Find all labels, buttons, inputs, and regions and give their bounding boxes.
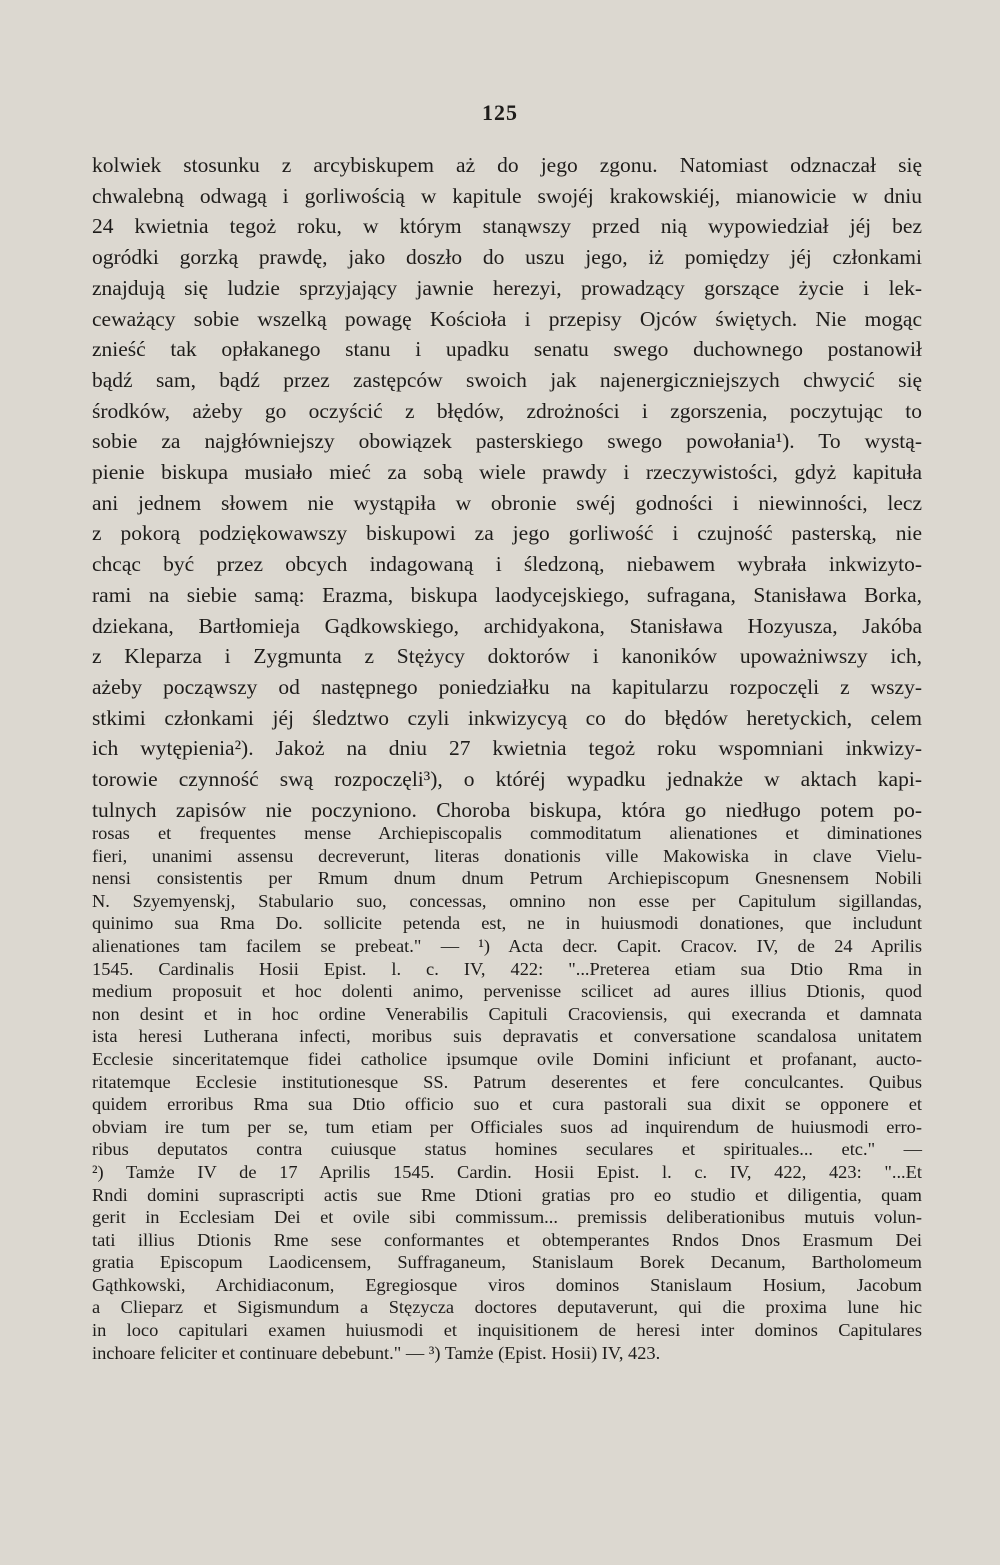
body-line: ani jednem słowem nie wystąpiła w obronie swéj godności i niewinności, lecz <box>92 490 922 515</box>
body-line: ich wytępienia²). Jakoż na dniu 27 kwietnia tegoż roku wspomniani inkwizy- <box>92 736 922 761</box>
body-line: rami na siebie samą: Erazma, biskupa laodycejskiego, sufragana, Stanisława Borka, <box>92 582 922 607</box>
body-line: pienie biskupa musiało mieć za sobą wiele prawdy i rzeczywistości, gdyż kapituła <box>92 460 922 485</box>
footnotes <box>92 822 922 1364</box>
body-line: stkimi członkami jéj śledztwo czyli inkwizycyą co do błędów heretyckich, celem <box>92 705 922 730</box>
body-line: znajdują się ludzie sprzyjający jawnie herezyi, prowadzący gorszące życie i lek- <box>92 275 922 300</box>
footnote-line: ritatemque Ecclesie institutionesque SS. Patrum deserentes et fere conculcantes. Quibus <box>92 1071 922 1092</box>
footnote-line: inchoare feliciter et continuare debebunt." — ³) Tamże (Epist. Hosii) IV, 423. <box>92 1342 661 1363</box>
body-line: ogródki gorzką prawdę, jako doszło do uszu jego, iż pomiędzy jéj członkami <box>92 245 922 270</box>
footnote-line: a Clieparz et Sigismundum a Stęzycza doctores deputaverunt, qui die proxima lune hic <box>92 1297 922 1318</box>
body-line: chcąc być przez obcych indagowaną i śledzoną, niebawem wybrała inkwizyto- <box>92 552 922 577</box>
footnote-line: in loco capitulari examen huiusmodi et inquisitionem de heresi inter dominos Capitulares <box>92 1320 922 1341</box>
body-line: sobie za najgłówniejszy obowiązek pasterskiego swego powołania¹). To wystą- <box>92 429 922 454</box>
footnote-line: nensi consistentis per Rmum dnum dnum Petrum Archiepiscopum Gnesnensem Nobili <box>92 868 922 889</box>
footnote-line: obviam ire tum per se, tum etiam per Officiales suos ad inquirendum de huiusmodi erro- <box>92 1116 922 1137</box>
footnote-line: 1545. Cardinalis Hosii Epist. l. c. IV, 422: "...Preterea etiam sua Dtio Rma in <box>92 958 922 979</box>
body-line: torowie czynność swą rozpoczęli³), o któréj wypadku jednakże w aktach kapi- <box>92 767 922 792</box>
footnote-line: non desint et in hoc ordine Venerabilis Capituli Cracoviensis, qui execranda et damnata <box>92 1003 922 1024</box>
footnote-line: N. Szyemyenskj, Stabulario suo, concessas, omnino non esse per Capitulum sigillandas, <box>92 890 922 911</box>
main-text <box>92 150 922 825</box>
footnote-line: rosas et frequentes mense Archiepiscopalis commoditatum alienationes et diminationes <box>92 823 922 843</box>
body-line: ceważący sobie wszelką powagę Kościoła i przepisy Ojców świętych. Nie mogąc <box>92 306 922 331</box>
body-line: ażeby począwszy od następnego poniedziałku na kapitularzu rozpoczęli z wszy- <box>92 674 922 699</box>
footnote-line: Gąthkowski, Archidiaconum, Egregiosque viros dominos Stanislaum Hosium, Jacobum <box>92 1274 922 1295</box>
body-line: dziekana, Bartłomieja Gądkowskiego, archidyakona, Stanisława Hozyusza, Jakóba <box>92 613 922 638</box>
footnote-line: ista heresi Lutherana infecti, moribus suis depravatis et conversatione scandalosa unitatem <box>92 1026 922 1047</box>
footnote-line: Ecclesie sinceritatemque fidei catholice ipsumque ovile Domini inficiunt et profanant, aucto- <box>92 1048 922 1069</box>
body-line: z pokorą podziękowawszy biskupowi za jego gorliwość i czujność pasterską, nie <box>92 521 922 546</box>
footnote-line: tati illius Dtionis Rme sese conformantes et obtemperantes Rndos Dnos Erasmum Dei <box>92 1229 922 1250</box>
body-line: 24 kwietnia tegoż roku, w którym stanąwszy przed nią wypowiedział jéj bez <box>92 214 922 239</box>
footnote-line: quinimo sua Rma Do. sollicite petenda est, ne in huiusmodi donationes, que includunt <box>92 913 922 934</box>
footnote-line: medium proposuit et hoc dolenti animo, pervenisse scilicet ad aures illius Dtionis, quod <box>92 981 922 1002</box>
footnote-line: quidem erroribus Rma sua Dtio officio suo et cura pastorali sua dixit se opponere et <box>92 1094 922 1115</box>
body-line: tulnych zapisów nie poczyniono. Choroba biskupa, która go niedługo potem po- <box>92 797 922 822</box>
body-line: bądź sam, bądź przez zastępców swoich jak najenergiczniejszych chwycić się <box>92 367 922 392</box>
footnote-line: gerit in Ecclesiam Dei et ovile sibi commissum... premissis deliberationibus mutuis volun- <box>92 1207 922 1228</box>
body-line: środków, ażeby go oczyścić z błędów, zdrożności i zgorszenia, poczytując to <box>92 398 922 423</box>
footnote-line: ²) Tamże IV de 17 Aprilis 1545. Cardin. Hosii Epist. l. c. IV, 422, 423: "...Et <box>92 1161 922 1182</box>
body-line: chwalebną odwagą i gorliwością w kapitule swojéj krakowskiéj, mianowicie w dniu <box>92 183 922 208</box>
body-line: z Kleparza i Zygmunta z Stężycy doktorów i kanoników upoważniwszy ich, <box>92 644 922 669</box>
footnote-line: alienationes tam facilem se prebeat." — ¹) Acta decr. Capit. Cracov. IV, de 24 Aprilis <box>92 935 922 956</box>
footnote-line: ribus deputatos contra cuiusque status homines seculares et spirituales... etc." — <box>92 1139 922 1160</box>
footnote-line: Rndi domini suprascripti actis sue Rme Dtioni gratias pro eo studio et diligentia, quam <box>92 1184 922 1205</box>
body-line: znieść tak opłakanego stanu i upadku senatu swego duchownego postanowił <box>92 337 922 362</box>
body-line: kolwiek stosunku z arcybiskupem aż do jego zgonu. Natomiast odznaczał się <box>92 153 922 177</box>
footnote-line: fieri, unanimi assensu decreverunt, literas donationis ville Makowiska in clave Vielu- <box>92 845 922 866</box>
footnote-line: gratia Episcopum Laodicensem, Suffraganeum, Stanislaum Borek Decanum, Bartholomeum <box>92 1252 922 1273</box>
page-number: 125 <box>482 100 518 125</box>
